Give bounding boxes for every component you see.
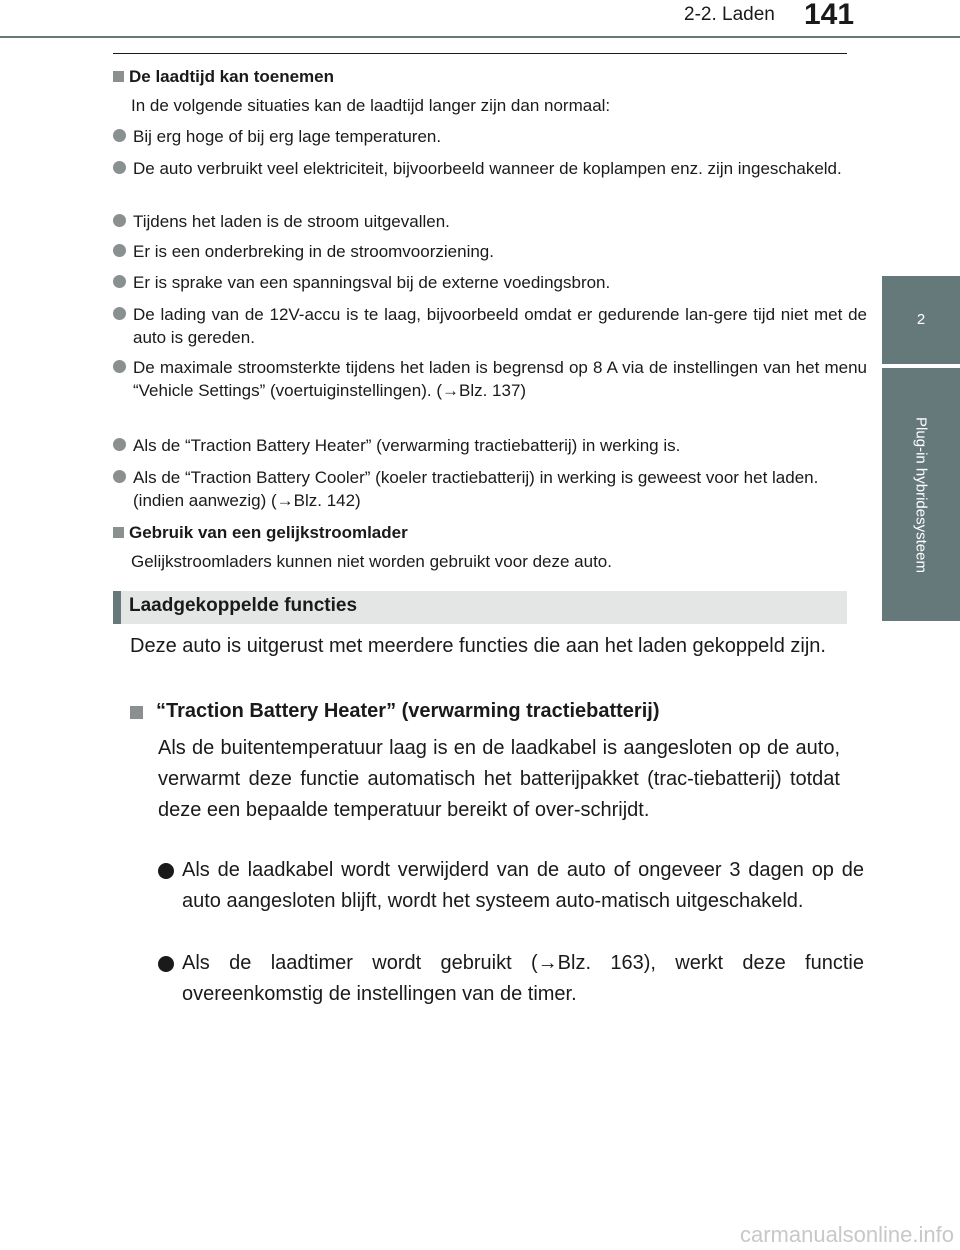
list-item: Als de “Traction Battery Cooler” (koeler tractiebatterij) in werking is geweest voor het laden. (indien aanwezig) (→Blz. 142) [113, 466, 867, 512]
list-item: De auto verbruikt veel elektriciteit, bijvoorbeeld wanneer de koplampen enz. zijn ingeschakeld. [113, 157, 867, 180]
bullet-icon [158, 863, 174, 879]
header-divider [0, 36, 960, 38]
bullet-icon [113, 129, 126, 142]
section-intro: Deze auto is uitgerust met meerdere functies die aan het laden gekoppeld zijn. [130, 635, 826, 657]
list-item: Tijdens het laden is de stroom uitgevallen. [113, 210, 867, 233]
bullet-icon [113, 360, 126, 373]
charging-time-intro: In de volgende situaties kan de laadtijd langer zijn dan normaal: [131, 96, 611, 115]
content-top-rule [113, 53, 847, 54]
square-bullet-icon [113, 527, 124, 538]
square-bullet-icon [113, 71, 124, 82]
section-title-bar [113, 591, 847, 624]
list-item: Als de “Traction Battery Heater” (verwarming tractiebatterij) in werking is. [113, 434, 867, 457]
charging-time-heading: De laadtijd kan toenemen [129, 67, 334, 86]
square-bullet-icon [130, 706, 143, 719]
chapter-tab [882, 368, 960, 621]
list-item: De maximale stroomsterkte tijdens het laden is begrensd op 8 A via de instellingen van het menu “Vehicle Settings” (voertuiginstellingen). (→Blz. 137) [113, 356, 867, 402]
dc-charger-text: Gelijkstroomladers kunnen niet worden gebruikt voor deze auto. [131, 552, 612, 571]
dc-charger-heading: Gebruik van een gelijkstroomlader [129, 523, 408, 542]
list-item: Er is sprake van een spanningsval bij de externe voedingsbron. [113, 271, 867, 294]
list-item: Als de laadkabel wordt verwijderd van de auto of ongeveer 3 dagen op de auto aangesloten blijft, wordt het systeem auto-matisch uitgeschakeld. [158, 855, 864, 917]
list-item: Bij erg hoge of bij erg lage temperaturen. [113, 125, 867, 148]
bullet-icon [113, 438, 126, 451]
page-number: 141 [804, 0, 855, 31]
bullet-icon [113, 161, 126, 174]
list-item: Er is een onderbreking in de stroomvoorziening. [113, 240, 867, 263]
watermark: carmanualsonline.info [739, 1222, 954, 1247]
bullet-icon [113, 214, 126, 227]
bullet-icon [158, 956, 174, 972]
bullet-icon [113, 275, 126, 288]
chapter-tab-number: 2 [882, 276, 960, 364]
section-title: Laadgekoppelde functies [129, 595, 358, 616]
chapter-tab-title: Plug-in hybridesysteem [912, 416, 930, 573]
bullet-icon [113, 470, 126, 483]
list-item: Als de laadtimer wordt gebruikt (→Blz. 163), werkt deze functie overeenkomstig de instellingen van de timer. [158, 948, 864, 1010]
charging-time-heading-block [113, 66, 853, 88]
heater-description: Als de buitentemperatuur laag is en de laadkabel is aangesloten op de auto, verwarmt deze functie automatisch het batterijpakket (trac-tiebatterij) totdat deze een bepaalde temperatuur bereikt of over-schrijdt. [158, 737, 840, 821]
heater-heading-block [130, 700, 660, 723]
dc-charger-heading-block [113, 522, 853, 544]
bullet-icon [113, 244, 126, 257]
header-section-title: 2-2. Laden [684, 4, 775, 25]
heater-heading: “Traction Battery Heater” (verwarming tractiebatterij) [156, 700, 660, 722]
list-item: De lading van de 12V-accu is te laag, bijvoorbeeld omdat er gedurende lan-gere tijd niet met de auto is gereden. [113, 303, 867, 349]
bullet-icon [113, 307, 126, 320]
